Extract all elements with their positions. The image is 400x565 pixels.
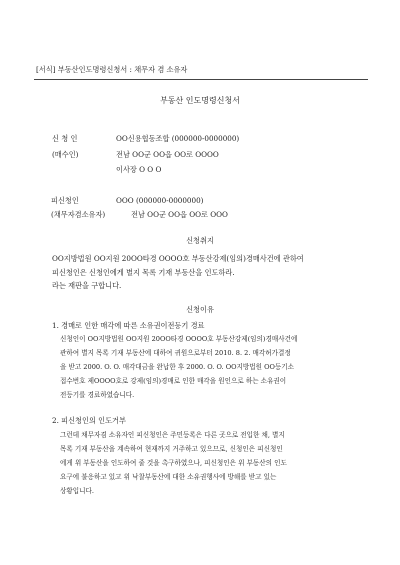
respondent-address: 전남 OO군 OO읍 OO로 OOO <box>131 210 228 219</box>
respondent-role: (채무자겸소유자) <box>51 210 106 219</box>
section2-line: 그런데 채무자겸 소유자인 피신청인은 주민등록은 다른 곳으로 전입한 채, 별지 <box>60 431 285 439</box>
header-divider <box>34 79 368 80</box>
applicant-name: OO신용협동조합 (000000-0000000) <box>116 134 240 143</box>
page-title: 부동산 인도명령신청서 <box>160 96 240 105</box>
purpose-line: 피신청인은 신청인에게 별지 목록 기재 부동산을 인도하라. <box>52 268 235 277</box>
applicant-representative: 이사장 O O O <box>116 165 162 174</box>
purpose-heading: 신청취지 <box>186 236 214 245</box>
purpose-line: 라는 재판을 구합니다. <box>52 281 122 290</box>
section1-line: 신청인이 OO지방법원 OO지원 20OO타경 OOOO호 부동산강제(임의)경매사건에 <box>60 335 298 343</box>
section2-line: 요구에 불응하고 있고 위 낙찰부동산에 대한 소유권행사에 방해를 받고 있는 <box>60 473 277 481</box>
section1-title: 1. 경매로 인한 매각에 따른 소유권이전등기 경료 <box>52 321 205 330</box>
applicant-role: (매수인) <box>52 150 79 159</box>
respondent-name: OOO (000000-0000000) <box>116 196 204 205</box>
form-header: [서식] 부동산인도명령신청서 : 채무자 겸 소유자 <box>36 65 188 74</box>
section1-line: 전등기를 경료하였습니다. <box>60 391 135 399</box>
purpose-line: OO지방법원 OO지원 20OO타경 OOOO호 부동산강제(임의)경매사건에 관하여 <box>52 254 304 263</box>
section1-line: 접수번호 제OOOO호로 강제(임의)경매로 인한 매각을 원인으로 하는 소유권이 <box>60 377 287 385</box>
reasons-heading: 신청이유 <box>186 305 214 314</box>
section2-line: 목록 기재 부동산을 계속하여 현재까지 거주하고 있으므로, 신청인은 피신청인 <box>60 445 283 453</box>
applicant-address: 전남 OO군 OO읍 OO로 OOOO <box>116 150 219 159</box>
applicant-label: 신 청 인 <box>52 134 78 143</box>
section2-line: 상황입니다. <box>60 487 94 495</box>
respondent-label: 피신청인 <box>51 196 79 205</box>
section2-line: 에게 위 부동산을 인도하여 줄 것을 촉구하였으나, 피신청인은 위 부동산의 인도 <box>60 459 287 467</box>
section2-title: 2. 피신청인의 인도거부 <box>52 416 126 425</box>
section1-line: 관하여 별지 목록 기재 부동산에 대하여 귀원으로부터 2010. 8. 2. 매각허가결정 <box>60 349 291 357</box>
section1-line: 을 받고 2000. O. O. 매각대금을 완납한 후 2000. O. O. OO지방법원 OO등기소 <box>60 363 295 371</box>
